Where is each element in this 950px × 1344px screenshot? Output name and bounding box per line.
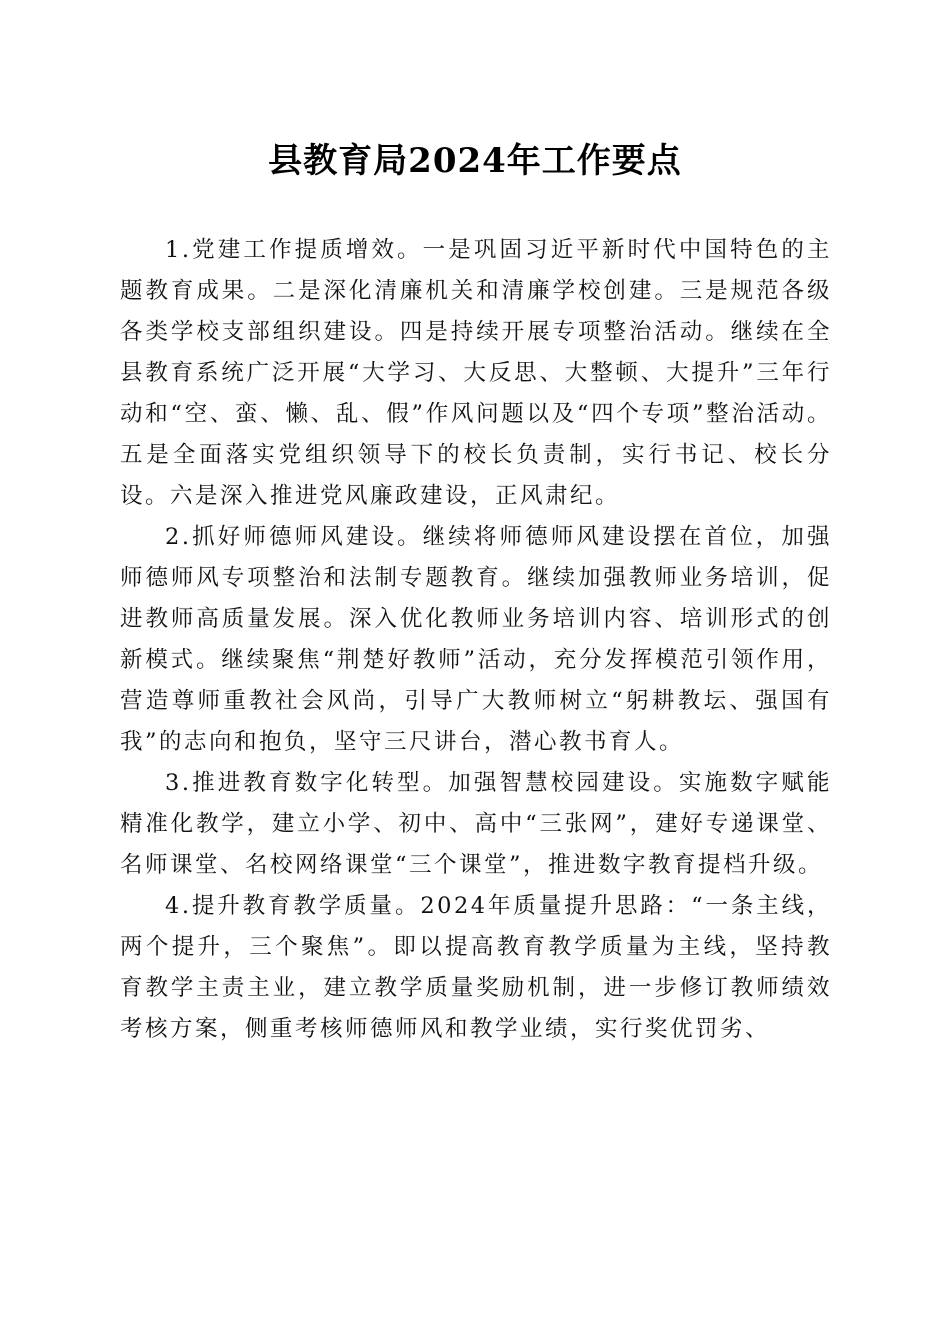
paragraph-teaching-quality: 4.提升教育教学质量。2024年质量提升思路：“一条主线，两个提升，三个聚焦”。即以提高教育教学质量为主线，坚持教育教学主责主业，建立教学质量奖励机制，进一步修订教师绩效考核方案，侧重考核师德师风和教学业绩，实行奖优罚劣、 bbox=[120, 893, 832, 1042]
paragraph-teacher-ethics: 2.抓好师德师风建设。继续将师德师风建设摆在首位，加强师德师风专项整治和法制专题教育。继续加强教师业务培训，促进教师高质量发展。深入优化教师业务培训内容、培训形式的创新模式。继续聚焦“荆楚好教师”活动，充分发挥模范引领作用，营造尊师重教社会风尚，引导广大教师树立“躬耕教坛、强国有我”的志向和抱负，坚守三尺讲台，潜心教书育人。 bbox=[120, 524, 832, 755]
paragraph-digital-transformation: 3.推进教育数字化转型。加强智慧校园建设。实施数字赋能精准化教学，建立小学、初中、高中“三张网”，建好专递课堂、名师课堂、名校网络课堂“三个课堂”，推进数字教育提档升级。 bbox=[120, 770, 832, 878]
document-body bbox=[120, 230, 832, 1050]
paragraph-party-building: 1.党建工作提质增效。一是巩固习近平新时代中国特色的主题教育成果。二是深化清廉机关和清廉学校创建。三是规范各级各类学校支部组织建设。四是持续开展专项整治活动。继续在全县教育系统广泛开展“大学习、大反思、大整顿、大提升”三年行动和“空、蛮、懒、乱、假”作风问题以及“四个专项”整治活动。五是全面落实党组织领导下的校长负责制，实行书记、校长分设。六是深入推进党风廉政建设，正风肃纪。 bbox=[120, 237, 832, 509]
document-title: 县教育局2024年工作要点 bbox=[268, 141, 682, 181]
